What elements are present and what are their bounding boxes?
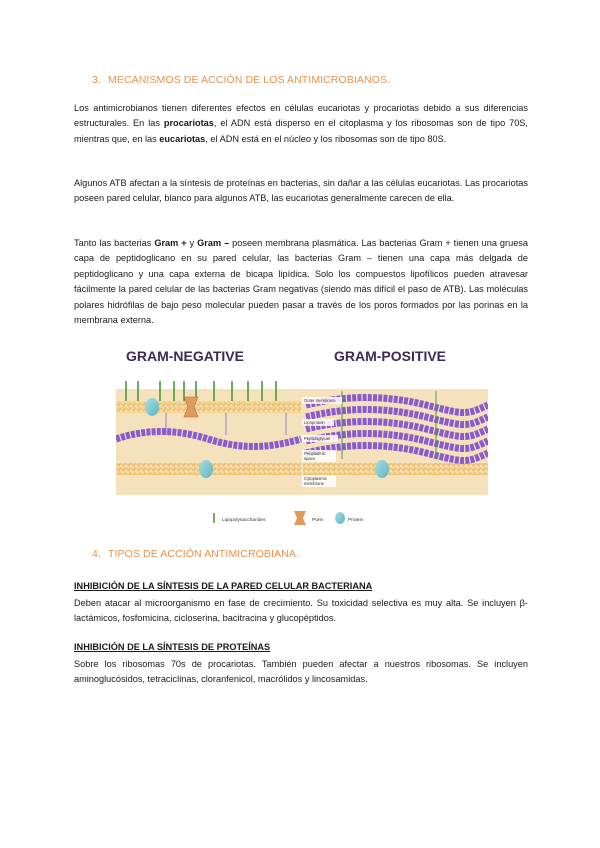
label-outer-membrane: Outer membrane [304, 398, 336, 403]
protein-outer [145, 398, 159, 416]
p1-text-2: , el ADN está disperso en el citoplasma y los ribosomas son de tipo 70S, mientras que, en las [74, 118, 528, 144]
p3-text-2: y [186, 238, 198, 248]
p1-text-1: Los antimicrobianos tienen diferentes efectos en células eucariotas y procariotas debido a sus diferencias estructurales. En las [74, 103, 528, 129]
figure-legend [214, 511, 364, 525]
legend-porin: Porin [312, 518, 324, 523]
legend-lps: Lipopolysaccharides [222, 518, 266, 523]
protein-inner-left [199, 460, 213, 478]
label-periplasmic: Periplasmic [304, 451, 326, 456]
section-3-number: 3. [92, 74, 101, 86]
p3-bold-gram-negative: Gram – [197, 238, 230, 248]
p3-bold-gram-positive: Gram + [154, 238, 187, 248]
label-periplasmic-space: space [304, 456, 316, 461]
label-peptidoglycan: Peptidoglycan [304, 436, 331, 441]
legend-protein: Protein [348, 518, 364, 523]
section-4-number: 4. [92, 548, 101, 560]
p3-text-3: poseen membrana plasmática. Las bacterias Gram + tienen una gruesa capa de peptidoglicano en su pared celular, las bacterias Gram – tienen una capa más delgada de peptidoglicano y una capa externa de bicapa lipídica. Solo los compuestos lipofílicos pueden atravesar fácilmente la pared celular de las bacterias Gram negativas (siendo más difícil el paso de ATB). Las moléculas polares hidrófilas de bajo peso molecular pueden pasar a través de los poros formados por las porinas en la membrana externa. [74, 238, 529, 326]
section-4-title: TIPOS DE ACCIÓN ANTIMICROBIANA. [108, 548, 299, 560]
subheading-cell-wall: INHIBICIÓN DE LA SÍNTESIS DE LA PARED CELULAR BACTERIANA [74, 581, 373, 591]
title-gram-positive: GRAM-POSITIVE [334, 348, 447, 364]
label-cytoplasmic-membrane: membrane [304, 481, 325, 486]
title-gram-negative: GRAM-NEGATIVE [126, 348, 244, 364]
gram-cell-wall-diagram [116, 341, 488, 541]
porin-legend-icon [294, 511, 306, 525]
paragraph-prokaryote-eukaryote [74, 101, 528, 147]
p1-bold-eucariotas: eucariotas [159, 133, 206, 144]
section-4-heading [92, 548, 299, 560]
label-cytoplasmic: Cytoplasmic [304, 476, 327, 481]
cytoplasmic-membrane-right [303, 463, 488, 475]
label-lipoprotein: Lipoprotein [304, 420, 325, 425]
subheading-protein-synthesis: INHIBICIÓN DE LA SÍNTESIS DE PROTEÍNAS [74, 642, 271, 652]
section-3-title: MECANISMOS DE ACCIÓN DE LOS ANTIMICROBIANOS. [108, 74, 391, 86]
p3-text-1: Tanto las bacterias [74, 238, 155, 248]
section-3-heading [92, 74, 390, 86]
paragraph-gram-bacteria [74, 236, 528, 328]
protein-legend-icon [335, 512, 345, 524]
p1-text-3: , el ADN está en el núcleo y los ribosomas son de tipo 80S. [205, 133, 447, 144]
paragraph-protein-synthesis: Sobre los ribosomas 70s de procariotas. También pueden afectar a nuestros ribosomas. Se incluyen aminoglucósidos, tetraciclinas, cloranfenicol, macrólidos y lincosamidas. [74, 659, 528, 685]
paragraph-atb-synthesis: Algunos ATB afectan a la síntesis de proteínas en bacterias, sin dañar a las células eucariotas. Las procariotas poseen pared celular, blanco para algunos ATB, las eucariotas generalmente carecen de ella. [74, 178, 528, 204]
paragraph-cell-wall: Deben atacar al microorganismo en fase de crecimiento. Su toxicidad selectiva es muy alta. Se incluyen β-lactámicos, fosfomicina, cicloserina, bacitracina y glucopéptidos. [74, 598, 528, 624]
protein-inner-right [375, 460, 389, 478]
gram-cell-wall-figure [116, 341, 488, 541]
p1-bold-procariotas: procariotas [163, 118, 214, 129]
